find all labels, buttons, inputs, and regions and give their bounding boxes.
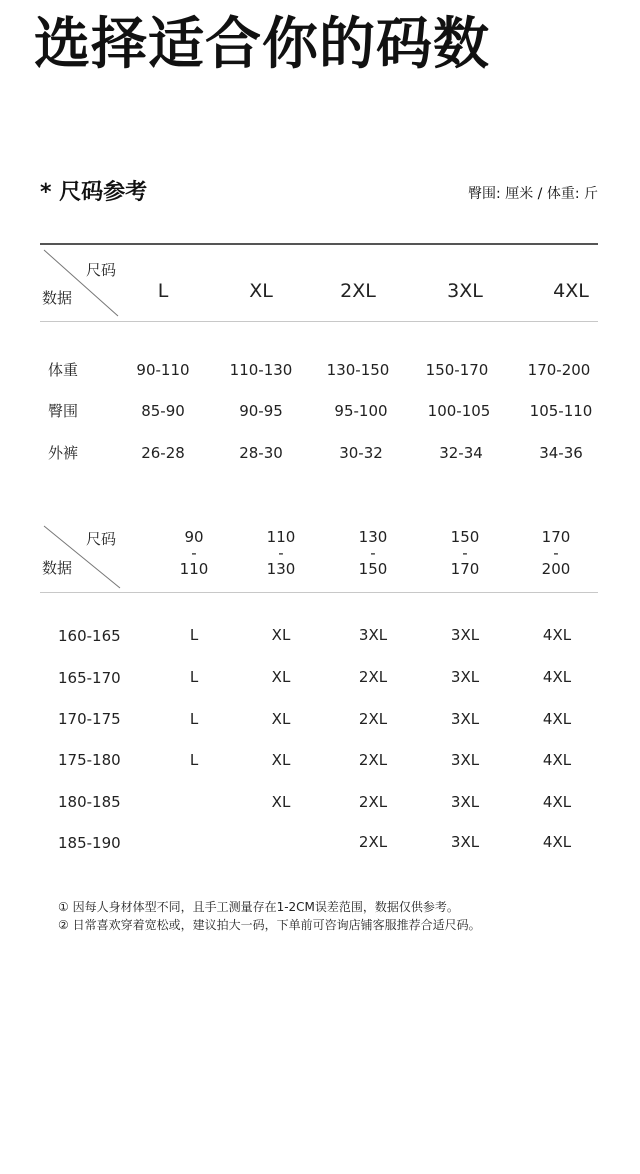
- table2-corner-size-label: 尺码: [86, 530, 117, 548]
- table2-cell: 3XL: [450, 751, 480, 769]
- footnote-2: ② 日常喜欢穿着宽松或，建议拍大一码，下单前可咨询店铺客服推荐合适尺码。: [58, 918, 481, 932]
- table1-row-label: 体重: [48, 361, 79, 379]
- table2-weight-range-header: 130 - 150: [358, 528, 388, 578]
- table1-row-label: 外裤: [48, 444, 79, 462]
- table2-row-label: 180-185: [58, 793, 121, 811]
- table2-cell: 3XL: [450, 668, 480, 686]
- table1-cell: 150-170: [425, 361, 489, 379]
- table1-cell: 32-34: [439, 444, 483, 462]
- table1-cell: 95-100: [334, 402, 388, 420]
- table1-cell: 90-110: [136, 361, 190, 379]
- table2-cell: 4XL: [542, 710, 572, 728]
- table2-weight-range-header: 90 - 110: [179, 528, 209, 578]
- table2-row-label: 165-170: [58, 669, 121, 687]
- table1-cell: 30-32: [339, 444, 383, 462]
- unit-note: 臀围: 厘米 / 体重: 斤: [468, 186, 598, 202]
- section-header: [40, 176, 598, 210]
- table2-cell: 3XL: [358, 626, 388, 644]
- table2-cell: L: [189, 751, 199, 769]
- table2-weight-range-header: 170 - 200: [541, 528, 571, 578]
- table1-corner-size-label: 尺码: [86, 261, 117, 279]
- footnote-1: ① 因每人身材体型不同，且手工测量存在1-2CM误差范围，数据仅供参考。: [58, 900, 459, 914]
- table2-cell: XL: [271, 751, 291, 769]
- table2-cell: 4XL: [542, 751, 572, 769]
- table2-row-label: 170-175: [58, 710, 121, 728]
- table2-cell: 4XL: [542, 626, 572, 644]
- table2-row-label: 160-165: [58, 627, 121, 645]
- table1-cell: 170-200: [527, 361, 591, 379]
- table1-size-header: 2XL: [340, 280, 376, 302]
- table2-cell: 3XL: [450, 710, 480, 728]
- table2-cell: 3XL: [450, 793, 480, 811]
- table2-row-label: 185-190: [58, 834, 121, 852]
- table1-size-header: L: [157, 280, 169, 302]
- table1-cell: 85-90: [141, 402, 185, 420]
- footnotes: [58, 898, 481, 934]
- table2-cell: 3XL: [450, 833, 480, 851]
- table2-cell: L: [189, 710, 199, 728]
- table1-size-header: XL: [249, 280, 273, 302]
- section-title: * 尺码参考: [40, 180, 148, 205]
- table1-cell: 28-30: [239, 444, 283, 462]
- table2-cell: 2XL: [358, 710, 388, 728]
- table1-row-label: 臀围: [48, 402, 79, 420]
- table1-cell: 34-36: [539, 444, 583, 462]
- page-title: 选择适合你的码数: [34, 12, 490, 77]
- table2-cell: XL: [271, 626, 291, 644]
- table2-cell: L: [189, 626, 199, 644]
- table1-cell: 130-150: [326, 361, 390, 379]
- table2-cell: XL: [271, 710, 291, 728]
- table1-cell: 26-28: [141, 444, 185, 462]
- table2-weight-range-header: 150 - 170: [450, 528, 480, 578]
- table1-cell: 105-110: [529, 402, 593, 420]
- table2-cell: 2XL: [358, 793, 388, 811]
- table2-cell: 4XL: [542, 793, 572, 811]
- table2-header-divider: [40, 592, 598, 593]
- table2-cell: 2XL: [358, 833, 388, 851]
- table2-weight-range-header: 110 - 130: [266, 528, 296, 578]
- table1-corner-data-label: 数据: [42, 289, 73, 307]
- table2-cell: L: [189, 668, 199, 686]
- table2-row-label: 175-180: [58, 751, 121, 769]
- table2-cell: 4XL: [542, 833, 572, 851]
- table1-cell: 110-130: [229, 361, 293, 379]
- table2-corner-data-label: 数据: [42, 559, 73, 577]
- table2-cell: 3XL: [450, 626, 480, 644]
- table2-cell: 2XL: [358, 668, 388, 686]
- table2-cell: 4XL: [542, 668, 572, 686]
- table2-cell: 2XL: [358, 751, 388, 769]
- table1-top-border: [40, 243, 598, 245]
- table2-cell: XL: [271, 793, 291, 811]
- table2-cell: XL: [271, 668, 291, 686]
- table1-header-divider: [40, 321, 598, 322]
- table1-size-header: 3XL: [447, 280, 483, 302]
- table1-cell: 100-105: [427, 402, 491, 420]
- table1-size-header: 4XL: [553, 280, 589, 302]
- table1-cell: 90-95: [239, 402, 283, 420]
